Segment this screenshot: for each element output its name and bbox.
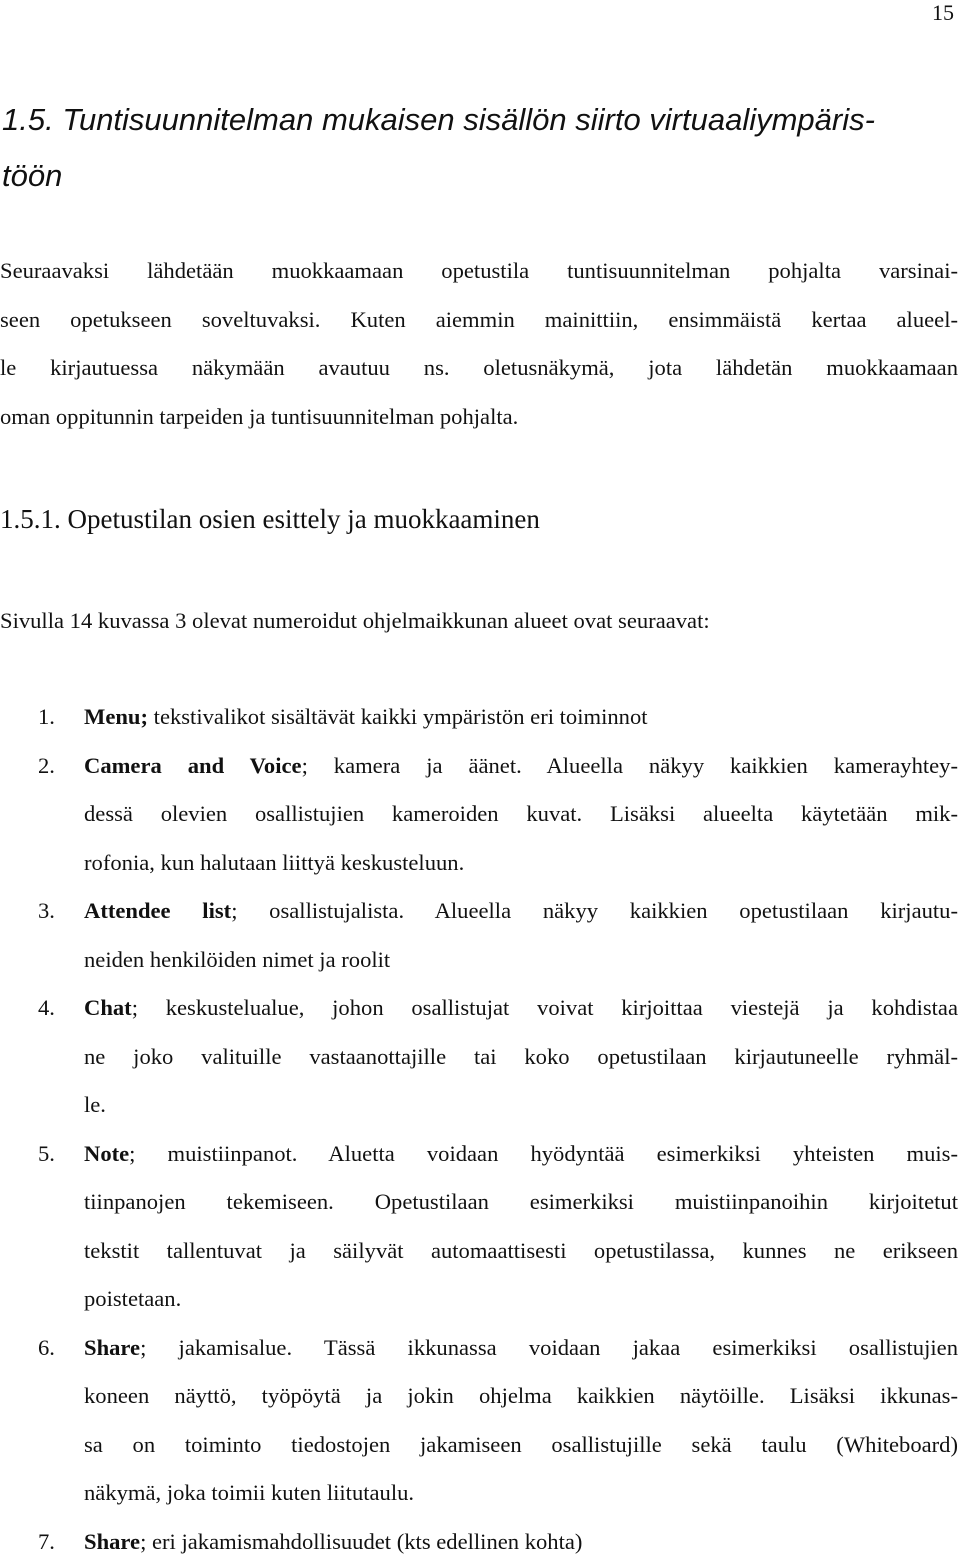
list-item-term: Note [84,1141,129,1166]
list-item-number: 7. [38,1518,55,1566]
list-item-text: ; muistiinpanot. Aluetta voidaan hyödyntää esimerkiksi yhteisten muis- [129,1141,958,1166]
numbered-list [0,693,958,1566]
list-item-line: dessä olevien osallistujien kameroiden kuvat. Lisäksi alueelta käytetään mik- [84,790,958,839]
list-item-body [84,1324,958,1518]
list-item-number: 2. [38,742,55,791]
intro-line: oman oppitunnin tarpeiden ja tuntisuunnitelman pohjalta. [0,393,958,442]
list-item [0,887,958,984]
list-item-body [84,887,958,984]
list-item-line [84,1324,958,1373]
list-item-line [84,693,958,742]
list-item-number: 6. [38,1324,55,1373]
list-item-number: 1. [38,693,55,742]
section-heading [2,92,932,204]
list-item [0,1324,958,1518]
list-item-body [84,984,958,1130]
list-item-line: tiinpanojen tekemiseen. Opetustilaan esimerkiksi muistiinpanoihin kirjoitetut [84,1178,958,1227]
list-item-line: neiden henkilöiden nimet ja roolit [84,936,958,985]
subsection-heading: 1.5.1. Opetustilan osien esittely ja muokkaaminen [0,495,540,543]
list-item-line [84,887,958,936]
list-item-term: Share [84,1335,140,1360]
list-item-line [84,984,958,1033]
list-item-number: 4. [38,984,55,1033]
list-item-term: Attendee list [84,898,231,923]
intro-line: le kirjautuessa näkymään avautuu ns. oletusnäkymä, jota lähdetän muokkaamaan [0,344,958,393]
list-item [0,1130,958,1324]
subsection-intro [0,597,958,646]
list-item-body [84,1130,958,1324]
list-item-term: Camera and Voice [84,753,302,778]
intro-line: seen opetukseen soveltuvaksi. Kuten aiemmin mainittiin, ensimmäistä kertaa alueel- [0,296,958,345]
list-item [0,984,958,1130]
list-item-line: ne joko valituille vastaanottajille tai koko opetustilaan kirjautuneelle ryhmäl- [84,1033,958,1082]
list-item-term: Share [84,1529,140,1554]
list-item-line: tekstit tallentuvat ja säilyvät automaattisesti opetustilassa, kunnes ne erikseen [84,1227,958,1276]
list-item-term: Chat [84,995,132,1020]
page-number: 15 [932,0,954,26]
list-item-text: tekstivalikot sisältävät kaikki ympäristön eri toiminnot [148,704,648,729]
list-item-body [84,693,958,742]
intro-line: Seuraavaksi lähdetään muokkaamaan opetustila tuntisuunnitelman pohjalta varsinai- [0,247,958,296]
list-item-text: ; kamera ja äänet. Alueella näkyy kaikkien kamerayhtey- [302,753,958,778]
list-item-number: 5. [38,1130,55,1179]
list-item-line [84,1130,958,1179]
list-item-text: ; keskustelualue, johon osallistujat voivat kirjoittaa viestejä ja kohdistaa [132,995,958,1020]
list-item-body [84,742,958,888]
list-item-line: poistetaan. [84,1275,958,1324]
list-item-line: rofonia, kun halutaan liittyä keskusteluun. [84,839,958,888]
list-item-term: Menu; [84,704,148,729]
list-item [0,742,958,888]
intro-paragraph [0,247,958,441]
list-item-line: näkymä, joka toimii kuten liitutaulu. [84,1469,958,1518]
section-heading-line: 1.5. Tuntisuunnitelman mukaisen sisällön siirto virtuaaliympäris- [2,92,932,148]
list-item-number: 3. [38,887,55,936]
section-heading-line: töön [2,148,932,204]
list-item-text: ; eri jakamismahdollisuudet (kts edellinen kohta) [140,1529,582,1554]
list-item-text: ; osallistujalista. Alueella näkyy kaikkien opetustilaan kirjautu- [231,898,958,923]
list-item-line: le. [84,1081,958,1130]
subsection-intro-line: Sivulla 14 kuvassa 3 olevat numeroidut ohjelmaikkunan alueet ovat seuraavat: [0,597,958,646]
list-item-line: koneen näyttö, työpöytä ja jokin ohjelma kaikkien näytöille. Lisäksi ikkunas- [84,1372,958,1421]
list-item-text: ; jakamisalue. Tässä ikkunassa voidaan jakaa esimerkiksi osallistujien [140,1335,958,1360]
list-item-line: sa on toiminto tiedostojen jakamiseen osallistujille sekä taulu (Whiteboard) [84,1421,958,1470]
list-item [0,693,958,742]
list-item-line [84,742,958,791]
